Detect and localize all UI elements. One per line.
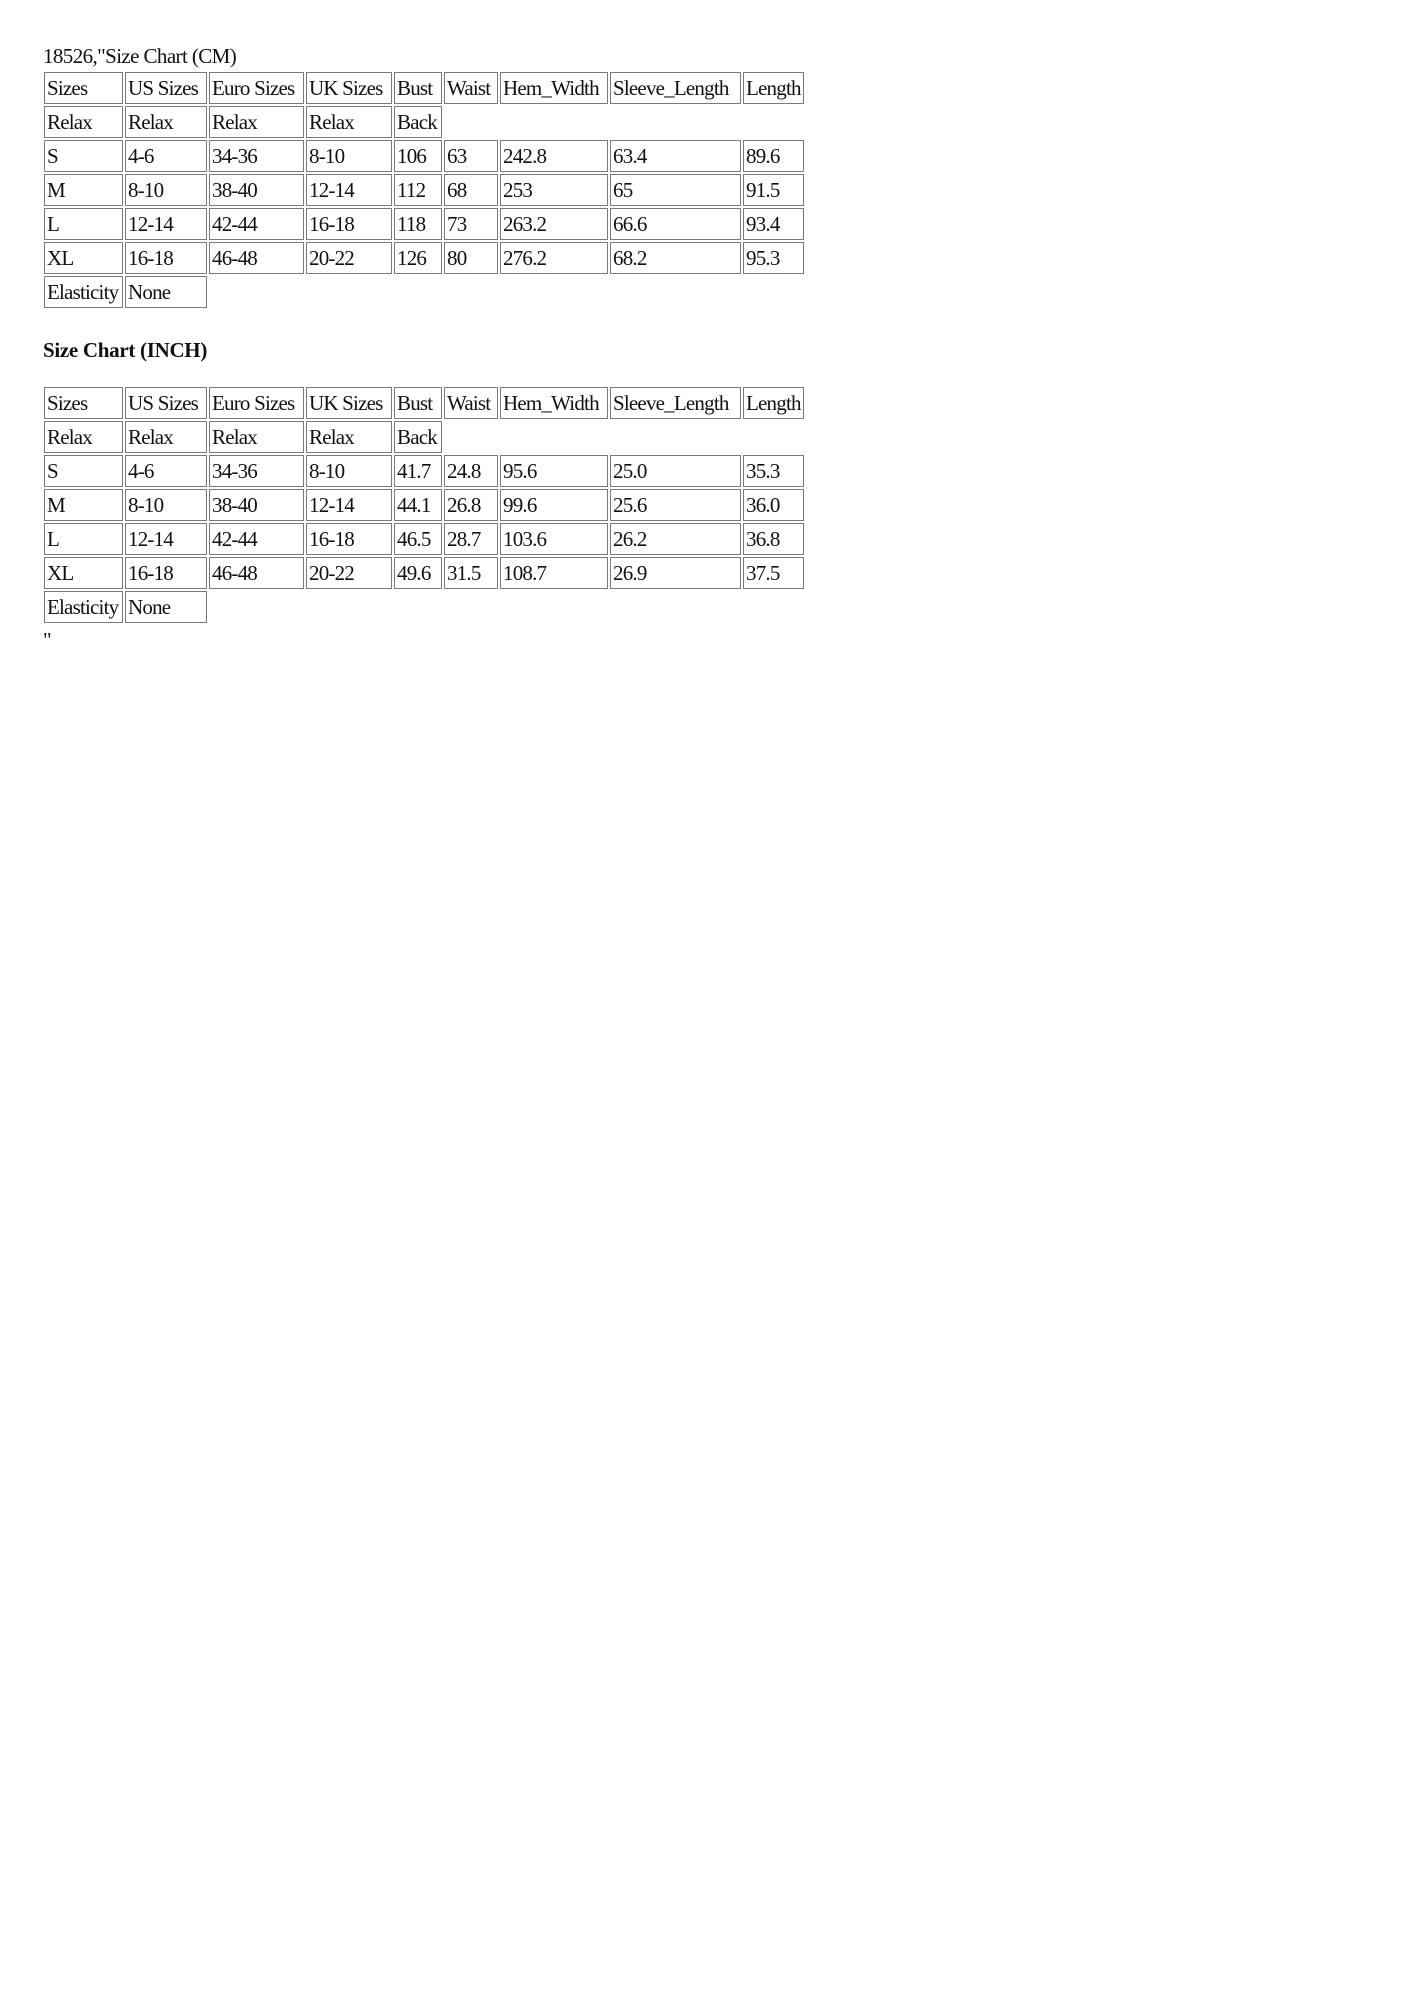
closing-quote: " <box>43 628 51 652</box>
table-cell: 253 <box>500 174 608 206</box>
table-header-row <box>44 387 804 419</box>
header-cell: Sizes <box>44 387 123 419</box>
table-cell: 34-36 <box>209 140 304 172</box>
table-cell: 93.4 <box>743 208 804 240</box>
empty-cell <box>444 421 804 453</box>
table-cell: 41.7 <box>394 455 442 487</box>
header-cell: Hem_Width <box>500 72 608 104</box>
table-cell: 49.6 <box>394 557 442 589</box>
table-cell: 8-10 <box>306 140 392 172</box>
table-row <box>44 557 804 589</box>
table-cell: L <box>44 208 123 240</box>
size-chart-inch-table <box>42 385 806 625</box>
fit-cell: Relax <box>306 421 392 453</box>
empty-cell <box>444 106 804 138</box>
table-cell: 263.2 <box>500 208 608 240</box>
table-cell: 28.7 <box>444 523 498 555</box>
header-cell: US Sizes <box>125 387 207 419</box>
table-row <box>44 489 804 521</box>
table-cell: 34-36 <box>209 455 304 487</box>
table-cell: S <box>44 455 123 487</box>
fit-cell: Back <box>394 106 442 138</box>
table-row <box>44 140 804 172</box>
cm-chart-title: 18526,"Size Chart (CM) <box>43 44 237 68</box>
table-cell: 8-10 <box>125 489 207 521</box>
table-cell: S <box>44 140 123 172</box>
header-cell: Waist <box>444 387 498 419</box>
table-cell: 63.4 <box>610 140 741 172</box>
table-cell: 80 <box>444 242 498 274</box>
elasticity-row <box>44 276 804 308</box>
header-cell: Sleeve_Length <box>610 72 741 104</box>
elasticity-value: None <box>125 591 207 623</box>
table-cell: 8-10 <box>306 455 392 487</box>
table-cell: 89.6 <box>743 140 804 172</box>
table-cell: 46-48 <box>209 242 304 274</box>
table-cell: 26.2 <box>610 523 741 555</box>
table-cell: 12-14 <box>306 489 392 521</box>
table-cell: 112 <box>394 174 442 206</box>
fit-cell: Relax <box>125 421 207 453</box>
table-cell: XL <box>44 557 123 589</box>
table-cell: 16-18 <box>125 557 207 589</box>
table-cell: 37.5 <box>743 557 804 589</box>
table-header-row <box>44 72 804 104</box>
header-cell: Length <box>743 72 804 104</box>
table-cell: XL <box>44 242 123 274</box>
table-cell: 16-18 <box>306 208 392 240</box>
header-cell: Length <box>743 387 804 419</box>
table-row <box>44 523 804 555</box>
header-cell: UK Sizes <box>306 72 392 104</box>
table-cell: 118 <box>394 208 442 240</box>
table-cell: 36.0 <box>743 489 804 521</box>
table-cell: 12-14 <box>306 174 392 206</box>
fit-cell: Relax <box>44 106 123 138</box>
table-row <box>44 455 804 487</box>
table-cell: 106 <box>394 140 442 172</box>
table-cell: 38-40 <box>209 489 304 521</box>
fit-cell: Relax <box>44 421 123 453</box>
table-row <box>44 208 804 240</box>
fit-cell: Relax <box>209 106 304 138</box>
table-row <box>44 174 804 206</box>
table-cell: 65 <box>610 174 741 206</box>
table-cell: 16-18 <box>125 242 207 274</box>
table-cell: 73 <box>444 208 498 240</box>
fit-cell: Relax <box>306 106 392 138</box>
table-cell: 242.8 <box>500 140 608 172</box>
table-cell: 68.2 <box>610 242 741 274</box>
table-cell: 8-10 <box>125 174 207 206</box>
empty-cell <box>209 276 804 308</box>
header-cell: UK Sizes <box>306 387 392 419</box>
table-cell: 35.3 <box>743 455 804 487</box>
table-cell: 63 <box>444 140 498 172</box>
fit-row <box>44 421 804 453</box>
table-cell: 99.6 <box>500 489 608 521</box>
table-cell: M <box>44 174 123 206</box>
table-cell: 31.5 <box>444 557 498 589</box>
elasticity-label: Elasticity <box>44 591 123 623</box>
header-cell: Euro Sizes <box>209 72 304 104</box>
table-cell: 36.8 <box>743 523 804 555</box>
table-cell: 44.1 <box>394 489 442 521</box>
table-cell: 42-44 <box>209 523 304 555</box>
table-cell: 12-14 <box>125 523 207 555</box>
table-cell: 26.8 <box>444 489 498 521</box>
elasticity-row <box>44 591 804 623</box>
table-cell: 103.6 <box>500 523 608 555</box>
table-cell: 4-6 <box>125 140 207 172</box>
header-cell: Sizes <box>44 72 123 104</box>
table-cell: 46.5 <box>394 523 442 555</box>
header-cell: Waist <box>444 72 498 104</box>
table-cell: 24.8 <box>444 455 498 487</box>
table-cell: 66.6 <box>610 208 741 240</box>
table-cell: 46-48 <box>209 557 304 589</box>
header-cell: Hem_Width <box>500 387 608 419</box>
table-cell: 25.0 <box>610 455 741 487</box>
header-cell: US Sizes <box>125 72 207 104</box>
table-cell: 26.9 <box>610 557 741 589</box>
fit-cell: Relax <box>125 106 207 138</box>
header-cell: Sleeve_Length <box>610 387 741 419</box>
table-cell: 42-44 <box>209 208 304 240</box>
table-cell: 4-6 <box>125 455 207 487</box>
elasticity-label: Elasticity <box>44 276 123 308</box>
elasticity-value: None <box>125 276 207 308</box>
fit-cell: Back <box>394 421 442 453</box>
table-row <box>44 242 804 274</box>
table-cell: 108.7 <box>500 557 608 589</box>
table-cell: L <box>44 523 123 555</box>
inch-chart-title: Size Chart (INCH) <box>43 338 208 362</box>
table-cell: 68 <box>444 174 498 206</box>
empty-cell <box>209 591 804 623</box>
size-chart-cm-table <box>42 70 806 310</box>
table-cell: M <box>44 489 123 521</box>
table-cell: 126 <box>394 242 442 274</box>
table-cell: 20-22 <box>306 557 392 589</box>
table-cell: 25.6 <box>610 489 741 521</box>
table-cell: 12-14 <box>125 208 207 240</box>
header-cell: Bust <box>394 72 442 104</box>
table-cell: 38-40 <box>209 174 304 206</box>
header-cell: Euro Sizes <box>209 387 304 419</box>
table-cell: 16-18 <box>306 523 392 555</box>
header-cell: Bust <box>394 387 442 419</box>
table-cell: 91.5 <box>743 174 804 206</box>
table-cell: 95.6 <box>500 455 608 487</box>
fit-row <box>44 106 804 138</box>
table-cell: 95.3 <box>743 242 804 274</box>
table-cell: 276.2 <box>500 242 608 274</box>
table-cell: 20-22 <box>306 242 392 274</box>
fit-cell: Relax <box>209 421 304 453</box>
